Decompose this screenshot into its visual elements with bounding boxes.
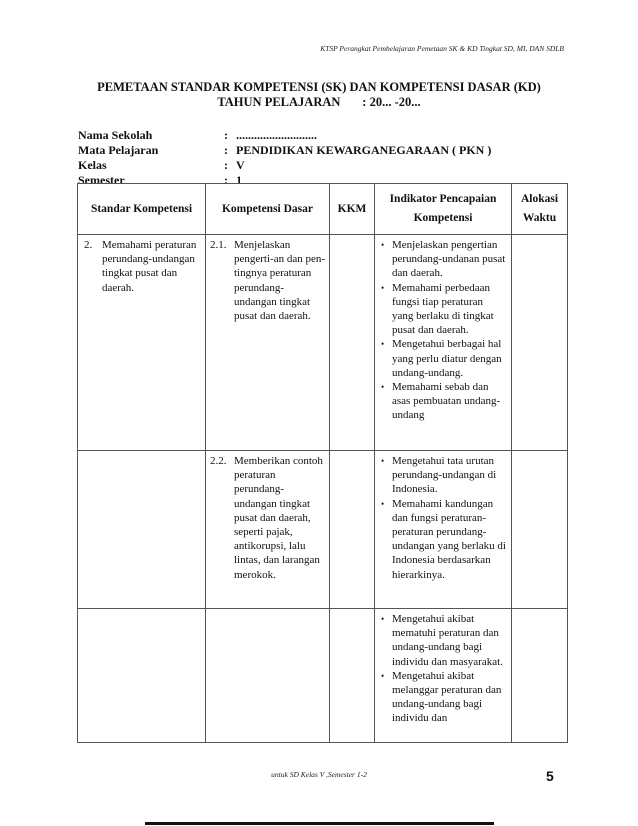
info-label: Mata Pelajaran bbox=[78, 143, 159, 157]
running-footer: untuk SD Kelas V ,Semester 1-2 bbox=[271, 770, 367, 779]
indikator-item: • Mengetahui akibat mematuhi peraturan dan undang-undang bagi individu dan masyarakat. bbox=[379, 612, 507, 669]
kd-text: Menjelaskan pengerti-an dan pen-tingnya peraturan perundang-undangan tingkat pusat dan daerah. bbox=[234, 239, 326, 323]
kkm-cell bbox=[330, 235, 375, 451]
indikator-cell bbox=[375, 451, 512, 609]
page-number: 5 bbox=[546, 768, 554, 784]
info-value: 1 bbox=[236, 173, 242, 187]
kd-text: Memberikan contoh peraturan perundang-undangan tingkat pusat dan daerah, seperti pajak, antikorupsi, lalu lintas, dan larangan merokok. bbox=[234, 455, 323, 581]
info-colon: : bbox=[224, 173, 228, 187]
indikator-item: • Menjelaskan pengertian perundang-undanan pusat dan daerah. bbox=[379, 238, 507, 281]
kkm-cell bbox=[330, 451, 375, 609]
kd-number: 2.2. bbox=[210, 455, 227, 467]
info-label: Nama Sekolah bbox=[78, 128, 153, 142]
info-colon: : bbox=[224, 158, 228, 172]
indikator-item: • Mengetahui akibat melanggar peraturan dan undang-undang bagi individu dan bbox=[379, 669, 507, 726]
alokasi-cell bbox=[512, 235, 568, 451]
info-colon: : bbox=[224, 143, 228, 157]
indikator-item: • Memahami sebab dan asas pembuatan undang-undang bbox=[379, 380, 507, 423]
kd-cell bbox=[206, 235, 330, 451]
alokasi-cell bbox=[512, 451, 568, 609]
sk-cell bbox=[78, 451, 206, 609]
indikator-item: • Memahami kandungan dan fungsi peraturan-peraturan perundang-undangan yang berlaku di Indonesia berdasarkan hierarkinya. bbox=[379, 497, 507, 582]
header-kkm: KKM bbox=[330, 184, 375, 235]
document-title: PEMETAAN STANDAR KOMPETENSI (SK) DAN KOMPETENSI DASAR (KD) bbox=[97, 80, 541, 94]
running-header: KTSP Perangkat Pembelajaran Pemetaan SK & KD Tingkat SD, MI, DAN SDLB bbox=[320, 44, 564, 53]
sk-cell bbox=[78, 235, 206, 451]
info-value: PENDIDIKAN KEWARGANEGARAAN ( PKN ) bbox=[236, 143, 492, 157]
indikator-cell bbox=[375, 609, 512, 743]
sk-text: Memahami peraturan perundang-undangan tingkat pusat dan daerah. bbox=[102, 239, 197, 294]
indikator-item: • Mengetahui tata urutan perundang-undangan di Indonesia. bbox=[379, 454, 507, 497]
info-label: Kelas bbox=[78, 158, 107, 172]
kd-cell bbox=[206, 451, 330, 609]
table-row bbox=[78, 235, 568, 451]
mapping-table bbox=[77, 183, 568, 743]
header-alokasi-waktu: Alokasi Waktu bbox=[512, 184, 568, 235]
info-colon: : bbox=[224, 128, 228, 142]
info-label: Semester bbox=[78, 173, 125, 187]
header-standar-kompetensi: Standar Kompetensi bbox=[78, 184, 206, 235]
alokasi-cell bbox=[512, 609, 568, 743]
indikator-cell bbox=[375, 235, 512, 451]
kkm-cell bbox=[330, 609, 375, 743]
header-kompetensi-dasar: Kompetensi Dasar bbox=[206, 184, 330, 235]
indikator-item: • Mengetahui berbagai hal yang perlu diatur dengan undang-undang. bbox=[379, 337, 507, 380]
info-value: ........................... bbox=[236, 128, 317, 142]
kd-number: 2.1. bbox=[210, 239, 227, 251]
table-row bbox=[78, 609, 568, 743]
kd-cell bbox=[206, 609, 330, 743]
info-value: V bbox=[236, 158, 245, 172]
table-header-row bbox=[78, 184, 568, 235]
indikator-item: • Memahami perbedaan fungsi tiap peraturan yang berlaku di tingkat pusat dan daerah. bbox=[379, 281, 507, 338]
header-indikator: Indikator Pencapaian Kompetensi bbox=[375, 184, 512, 235]
sk-cell bbox=[78, 609, 206, 743]
document-subtitle: TAHUN PELAJARAN : 20... -20... bbox=[217, 95, 421, 109]
sk-number: 2. bbox=[84, 239, 93, 251]
table-row bbox=[78, 451, 568, 609]
bottom-rule bbox=[145, 822, 494, 825]
